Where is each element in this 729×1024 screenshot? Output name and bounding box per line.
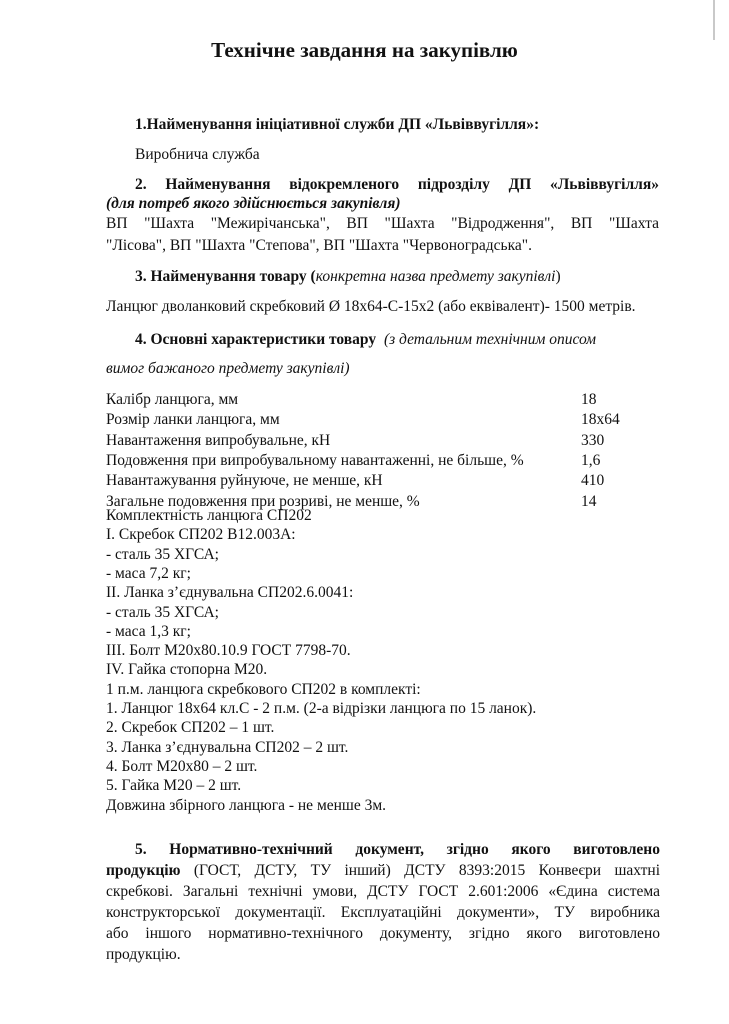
section4-line: Довжина збірного ланцюга - не менше 3м.: [106, 796, 387, 814]
spec-row: [106, 391, 666, 411]
section4-line: - сталь 35 ХГСА;: [106, 603, 219, 621]
spec-value: 1,6: [581, 451, 601, 469]
section5-heading-rest: (ГОСТ, ДСТУ, ТУ інший) ДСТУ 8393:2015 Конвеєри шахтні: [180, 862, 660, 879]
scan-edge-mark: [713, 0, 715, 40]
section4-line: 3. Ланка з’єднувальна СП202 – 2 шт.: [106, 738, 349, 756]
section3-paren-close: ): [555, 268, 561, 285]
section5-heading-line1: 5. Нормативно-технічний документ, згідно якого виготовлено: [135, 841, 660, 858]
section2-line1: ВП "Шахта "Межирічанська", ВП "Шахта "Відродження", ВП "Шахта: [106, 215, 659, 232]
section5-line6: продукцію.: [106, 946, 181, 963]
section4-line: Комплектність ланцюга СП202: [106, 507, 312, 524]
spec-value: 18х64: [581, 411, 620, 429]
section1-heading: 1.Найменування ініціативної служби ДП «Львіввугілля»:: [135, 116, 540, 133]
section5-heading-bold: продукцію: [106, 862, 181, 879]
section5-line4: конструкторської документації. Експлуатаційні документи», ТУ виробника: [106, 904, 660, 921]
section5-block: [106, 839, 660, 965]
section2-note: (для потреб якого здійснюється закупівля): [106, 195, 401, 212]
section5-line5: або іншого нормативно-технічного документу, згідно якого виготовлено: [106, 925, 660, 942]
spec-row: [106, 432, 666, 452]
section4-line: II. Ланка з’єднувальна СП202.6.0041:: [106, 584, 354, 602]
spec-label: Калібр ланцюга, мм: [106, 391, 239, 408]
section4-line: 5. Гайка М20 – 2 шт.: [106, 777, 242, 795]
section3-heading: 3. Найменування товару: [135, 268, 307, 285]
section3-paren-open: (: [310, 268, 316, 285]
section4-line: IV. Гайка стопорна М20.: [106, 661, 268, 679]
section4-heading: 4. Основні характеристики товару: [135, 331, 377, 348]
spec-row: [106, 411, 666, 431]
section4-line: I. Скребок СП202 В12.003А:: [106, 526, 296, 544]
section4-note-line2: вимог бажаного предмету закупівлі): [106, 360, 350, 377]
section4-heading-row: [135, 331, 596, 349]
section2-heading: 2. Найменування відокремленого підрозділу ДП «Львіввугілля»: [135, 176, 659, 193]
section3-note: конкретна назва предмету закупівлі: [315, 268, 556, 285]
spec-value: 330: [581, 431, 605, 449]
section4-line: III. Болт М20х80.10.9 ГОСТ 7798-70.: [106, 642, 351, 660]
spec-row: [106, 452, 666, 472]
section4-line: - сталь 35 ХГСА;: [106, 545, 219, 563]
section4-line: 4. Болт М20х80 – 2 шт.: [106, 757, 258, 775]
spec-value: 14: [581, 492, 597, 510]
section5-line2: [106, 860, 660, 881]
spec-value: 18: [581, 391, 597, 408]
spec-label: Подовження при випробувальному навантаженні, не більше, %: [106, 451, 524, 469]
section4-line: - маса 1,3 кг;: [106, 622, 191, 640]
section4-line: 2. Скребок СП202 – 1 шт.: [106, 719, 275, 737]
section4-line: - маса 7,2 кг;: [106, 564, 191, 582]
spec-value: 410: [581, 472, 605, 490]
spec-label: Навантаження випробувальне, кН: [106, 431, 331, 449]
section4-line: 1 п.м. ланцюга скребкового СП202 в комплекті:: [106, 680, 421, 698]
page-title: Технічне завдання на закупівлю: [211, 38, 518, 62]
spec-label: Розмір ланки ланцюга, мм: [106, 411, 280, 429]
spec-label: Загальне подовження при розриві, не менше, %: [106, 492, 420, 510]
spec-row: [106, 472, 666, 492]
section1-text: Виробнича служба: [135, 146, 260, 163]
section3-heading-row: [135, 268, 561, 286]
section5-line3: скребкові. Загальні технічні умови, ДСТУ ГОСТ 2.601:2006 «Єдина система: [106, 883, 660, 900]
spec-label: Навантажування руйнуюче, не менше, кН: [106, 472, 383, 490]
section2-line2: "Лісова", ВП "Шахта "Степова", ВП "Шахта "Червоноградська".: [106, 237, 532, 254]
section4-line: 1. Ланцюг 18х64 кл.С - 2 п.м. (2-а відрізки ланцюга по 15 ланок).: [106, 700, 537, 717]
section4-note-line1: (з детальним технічним описом: [383, 331, 597, 348]
section3-text: Ланцюг дволанковий скребковий Ø 18х64-С-15х2 (або еквівалент)- 1500 метрів.: [106, 298, 636, 315]
